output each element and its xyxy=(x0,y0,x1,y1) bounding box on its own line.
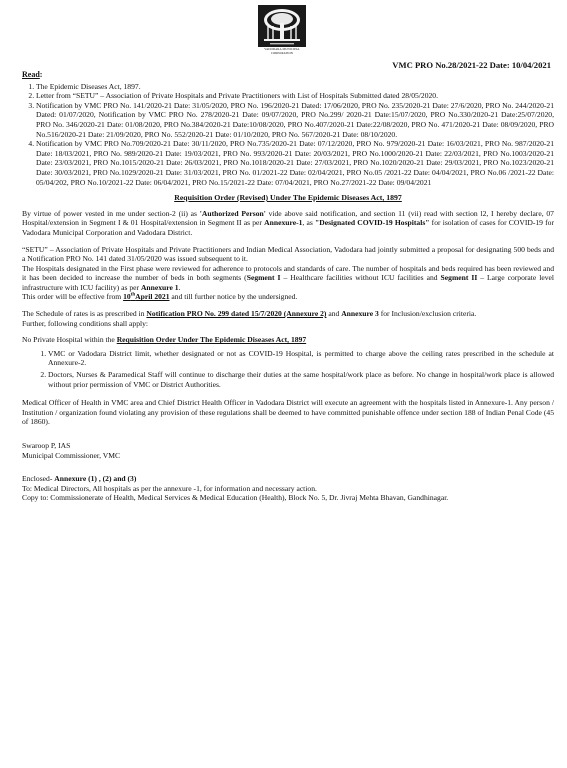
paragraph-authorization: By virtue of power vested in me under section-2 (ii) as 'Authorized Person' vide above said notification, and section 11 (vii) read with section l2, I hereby declare, 07 Hospital/extension in Segment I & 01 Hospital/extension in Segment II as per Annexure-1, as "Designated COVID-19 Hospitals" for isolation of cases for COVID-19 for Vadodara Municipal Corporation and Vadodara District. xyxy=(22,208,555,237)
read-item: 2. Letter from “SETU” – Association of Private Hospitals and Private Practitioners with List of Hospitals Submitted dated 28/05/2020. xyxy=(36,91,554,101)
signatory-designation: Municipal Commissioner, VMC xyxy=(22,450,121,460)
banyan-tree-logo-icon xyxy=(258,5,306,47)
to-line: To: Medical Directors, All hospitals as per the annexure -1, for information and necessary action. xyxy=(22,483,317,493)
effective-date: 10thApril 2021 xyxy=(123,292,170,302)
paragraph-no-private-hospital: No Private Hospital within the Requisition Order Under The Epidemic Diseases Act, 1897 xyxy=(22,335,307,345)
document-title: Requisition Order (Revised) Under The Epidemic Diseases Act, 1897 xyxy=(174,193,402,203)
condition-item: 2. Doctors, Nurses & Paramedical Staff will continue to discharge their duties at the same hospital/work place as before. No change in hospital/work place is allowed without prior permission of VMC or District Authorities. xyxy=(48,370,554,389)
read-item: 4. Notification by VMC PRO No.709/2020-21 Date: 30/11/2020, PRO No.735/2020-21 Date: 07/12/2020, PRO No. 979/2020-21 Date: 16/03/2021, PRO No. 987/2020-21 Date: 18/03/2021, PRO No. 989/2020-21 Date: 19/03/2021, PRO No. 993/2020-21 Date: 20/03/2021, PRO No.1000/2020-21 Date: 22/03/2021, PRO No.1003/2020-21 Date: 23/03/2021, PRO No.1015/2020-21 Date: 26/03/2021, PRO No.1018/2020-21 Date: 27/03/2021, PRO No.1020/2020-21 Date: 29/03/2021, PRO No.1023/2020-21 Date: 30/03/2021, PRO No.1029/2020-21 Date: 31/03/2021, PRO No. 01/2021-22 Date: 02/04/2021, PRO No.05 /2021-22 Date: 04/04/2021, PRO No.06 /2021-22 Date: 05/04/202, PRO No.10/2021-22 Date: 06/04/2021, PRO No.15/2021-22 Date: 07/04/2021, PRO No.27/2021-22 Date: 09/04/2021 xyxy=(36,139,554,187)
read-list xyxy=(22,82,554,188)
copy-to-line: Copy to: Commissionerate of Health, Medical Services & Medical Education (Health), Block No. 5, Dr. Jivraj Mehta Bhavan, Gandhinagar. xyxy=(22,493,449,503)
read-item: 3. Notification by VMC PRO No. 141/2020-21 Date: 31/05/2020, PRO No. 196/2020-21 Dated: 17/06/2020, PRO No. 235/2020-21 Date: 27/6/2020, PRO No. 244/2020-21 Dated: 01/07/2020, Notification by VMC PRO No. 278/2020-21 Date: 09/07/2020, PRO No.299/ 2020-21 Date:15/07/2020, PRO No.330/2020-21 Date:25/07/2020, PRO No. 346/2020-21 Date: 01/08/2020, PRO No.384/2020-21 Date:10/08/2020, PRO No.407/2020-21 Date:22/08/2020, PRO No. 471/2020-21 Date: 08/09/2020, PRO No.516/2020-21 Date: 21/09/2020, PRO No. 552/2020-21 Date: 01/10/2020, PRO No. 567/2020-21 Date: 08/10/2020. xyxy=(36,101,554,139)
condition-item: 1. VMC or Vadodara District limit, whether designated or not as COVID-19 Hospital, is permitted to charge above the ceiling rates prescribed in the schedule at Annexure-2. xyxy=(48,349,554,368)
paragraph-review: The Hospitals designated in the First phase were reviewed for adherence to protocols and standards of care. The number of hospitals and beds required has been reviewed and it has been decided to increase the number of beds in both segments (Segment I – Healthcare facilities without ICU facilities and Segment II – Large corporate level infrastructure with ICU facility) as per Annexure 1. xyxy=(22,263,554,292)
paragraph-setu: “SETU” – Association of Private Hospitals and Private Practitioners and Indian Medical Association, Vadodara had jointly submitted a proposal for designating 500 beds and a Notification PRO No. 141 dated 31/05/2020 was issued subsequent to it. xyxy=(22,244,554,264)
document-body xyxy=(22,70,554,503)
vmc-emblem xyxy=(258,5,306,55)
paragraph-effective-date: This order will be effective from 10thApril 2021 and till further notice by the undersigned. xyxy=(22,292,298,302)
signatory-name: Swaroop P, IAS xyxy=(22,441,71,450)
logo-caption: VADODARA MUNICIPAL CORPORATION xyxy=(264,47,300,55)
conditions-list xyxy=(22,349,554,389)
reference-number: VMC PRO No.28/2021-22 Date: 10/04/2021 xyxy=(392,60,551,70)
read-heading: Read: xyxy=(22,70,43,79)
paragraph-agreement: Medical Officer of Health in VMC area and Chief District Health Officer in Vadodara District will execute an agreement with the hospitals listed in Annexure-1. Any person / Institution / organization found violating any provision of these regulations shall be deemed to have committed punishable offence under section 188 of Indian Penal Code (45 of 1860). xyxy=(22,398,554,427)
enclosures: Enclosed- Annexure (1) , (2) and (3) xyxy=(22,474,137,484)
read-item: 1. The Epidemic Diseases Act, 1897. xyxy=(36,82,554,92)
paragraph-conditions-intro: Further, following conditions shall apply: xyxy=(22,318,149,328)
paragraph-schedule: The Schedule of rates is as prescribed in Notification PRO No. 299 dated 15/7/2020 (Annexure 2) and Annexure 3 for Inclusion/exclusion criteria. xyxy=(22,309,477,319)
